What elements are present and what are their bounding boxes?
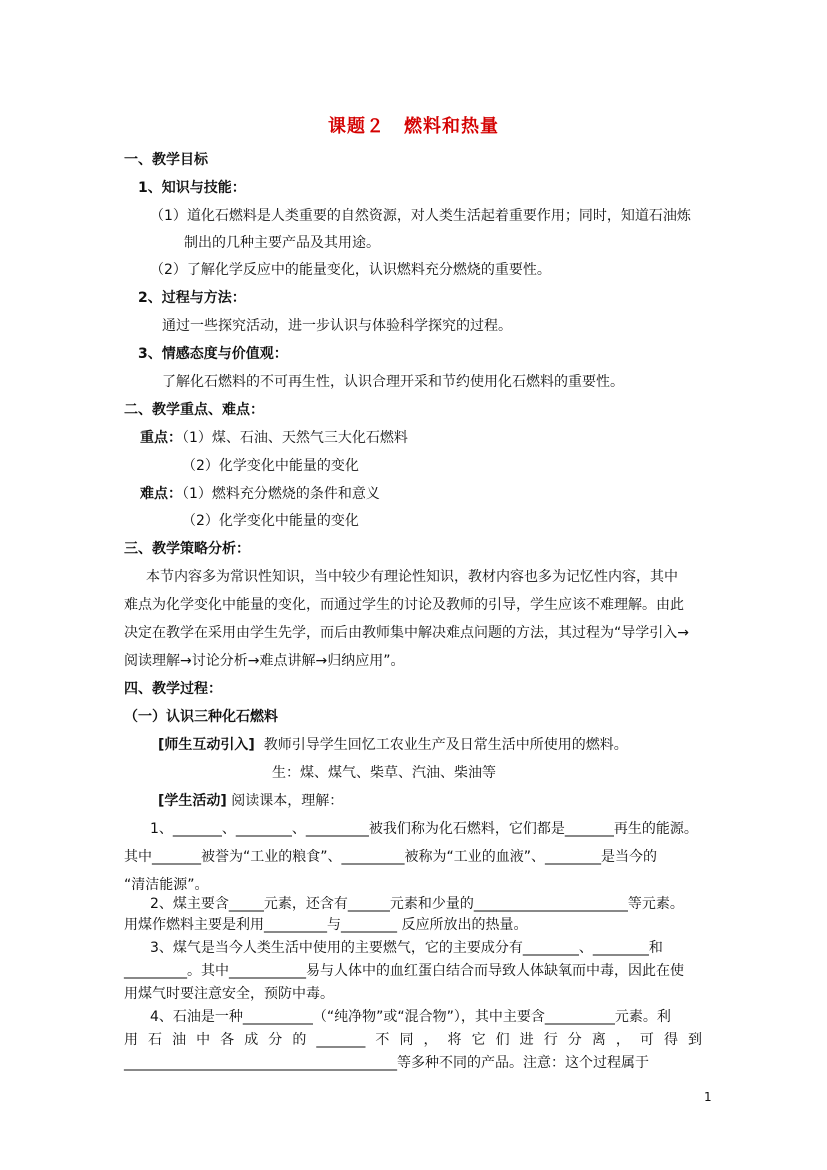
- intro-row: [158, 735, 628, 755]
- section-heading-objectives: 一、教学目标: [124, 152, 208, 168]
- question-3-line-2: _________。其中___________易与人体中的血红蛋白结合而导致人体缺氧而中毒，因此在使: [124, 963, 684, 979]
- key-point-1: （1）煤、石油、天然气三大化石燃料: [182, 430, 408, 446]
- subheading-attitudes-values: 3、情感态度与价值观：: [138, 346, 288, 362]
- section-heading-key-points: 二、教学重点、难点：: [124, 402, 264, 418]
- subsection-fossil-fuels: （一）认识三种化石燃料: [124, 709, 278, 725]
- activity-text: 阅读课本，理解：: [231, 793, 344, 809]
- subheading-process-methods: 2、过程与方法：: [138, 290, 246, 306]
- question-4-line-2: 用石油中各成分的_______不同，将它们进行分离，可得到: [124, 1032, 702, 1048]
- strategy-paragraph-line-2: 难点为化学变化中能量的变化，而通过学生的讨论及教师的引导，学生应该不难理解。由此: [124, 597, 684, 613]
- strategy-paragraph-line-4: 阅读理解→讨论分析→难点讲解→归纳应用”。: [124, 653, 405, 669]
- difficult-point-2: （2）化学变化中能量的变化: [182, 513, 359, 529]
- knowledge-item-1-line-2: 制出的几种主要产品及其用途。: [184, 235, 380, 251]
- question-4-line-3: _______________________________________等多种不同的产品。注意：这个过程属于: [124, 1055, 649, 1071]
- question-4-line-1: 4、石油是一种__________（“纯净物”或“混合物”），其中主要含__________元素。利: [150, 1009, 671, 1025]
- attitudes-values-text: 了解化石燃料的不可再生性，认识合理开采和节约使用化石燃料的重要性。: [162, 374, 624, 390]
- difficult-point-1: （1）燃料充分燃烧的条件和意义: [182, 486, 380, 502]
- question-3-line-3: 用煤气时要注意安全，预防中毒。: [124, 986, 334, 1002]
- knowledge-item-2: （2）了解化学反应中的能量变化，认识燃料充分燃烧的重要性。: [150, 262, 551, 278]
- difficult-points-label: 难点：: [140, 486, 182, 502]
- difficult-points-row-1: [140, 484, 380, 504]
- question-3-line-1: 3、煤气是当今人类生活中使用的主要燃气，它的主要成分有________、________和: [150, 940, 663, 956]
- key-point-2: （2）化学变化中能量的变化: [182, 458, 359, 474]
- intro-text: 教师引导学生回忆工农业生产及日常生活中所使用的燃料。: [263, 737, 628, 753]
- question-1-line-2: 其中_______被誉为“工业的粮食”、_________被称为“工业的血液”、________是当今的: [124, 849, 658, 865]
- section-heading-process: 四、教学过程：: [124, 681, 222, 697]
- page-number: 1: [704, 1090, 712, 1104]
- process-methods-text: 通过一些探究活动，进一步认识与体验科学探究的过程。: [162, 318, 512, 334]
- strategy-paragraph-line-3: 决定在教学在采用由学生先学，而后由教师集中解决难点问题的方法，其过程为“导学引入→: [124, 625, 689, 641]
- student-answer: 生：煤、煤气、柴草、汽油、柴油等: [272, 765, 496, 781]
- question-1-line-3: “清洁能源”。: [124, 877, 209, 893]
- knowledge-item-1-line-1: （1）道化石燃料是人类重要的自然资源，对人类生活起着重要作用；同时，知道石油炼: [150, 208, 691, 224]
- key-points-row-1: [140, 428, 408, 448]
- activity-row: [158, 791, 343, 811]
- section-heading-strategy: 三、教学策略分析：: [124, 541, 250, 557]
- page-title: 课题２ 燃料和热量: [328, 116, 499, 137]
- question-2-line-2: 用煤作燃料主要是利用_________与________ 反应所放出的热量。: [124, 917, 528, 933]
- activity-label: [学生活动]: [158, 793, 227, 809]
- question-1-line-1: 1、_______、________、_________被我们称为化石燃料，它们都是_______再生的能源。: [150, 821, 698, 837]
- key-points-label: 重点：: [140, 430, 182, 446]
- strategy-paragraph-line-1: 本节内容多为常识性知识，当中较少有理论性知识，教材内容也多为记忆性内容，其中: [146, 569, 678, 585]
- subheading-knowledge-skills: 1、知识与技能：: [138, 180, 246, 196]
- intro-label: [师生互动引入]: [158, 737, 255, 753]
- question-2-line-1: 2、煤主要含_____元素，还含有______元素和少量的______________________等元素。: [150, 896, 684, 912]
